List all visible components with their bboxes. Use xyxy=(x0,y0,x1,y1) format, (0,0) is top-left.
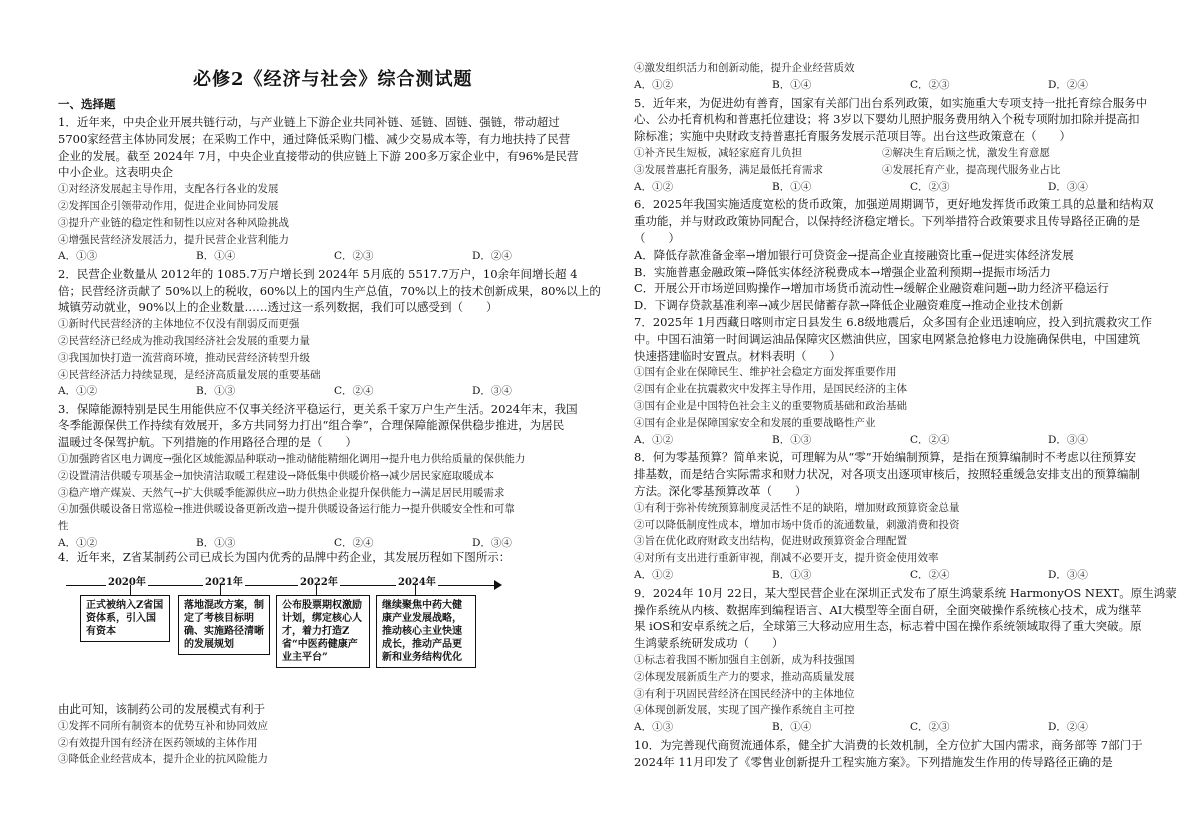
answer-choice: B．①④ xyxy=(772,78,812,91)
timeline-year: 2024年 xyxy=(396,573,438,588)
timeline-arrow-icon xyxy=(494,580,502,590)
question-stem-line: 重功能，并与财政政策协同配合，以保持经济稳定增长。下列举措符合政策要求且传导路径正确的是 xyxy=(634,214,1140,229)
answer-choice: D．③④ xyxy=(1048,180,1088,193)
answer-choice: C．②③ xyxy=(334,250,374,263)
answer-choice: B．①④ xyxy=(772,180,812,193)
answer-choice: A．①② xyxy=(634,433,674,446)
question-stem-line: 城镇劳动就业，90%以上的企业数量……透过这一系列数据，我们可以感受到（ ） xyxy=(58,300,498,315)
option-line: ②有效提升国有经济在医药领域的主体作用 xyxy=(58,736,258,749)
option-line: ④民营经济活力持续显现，是经济高质量发展的重要基础 xyxy=(58,368,321,381)
question-stem-line: 温暖过冬保驾护航。下列措施的作用路径合理的是（ ） xyxy=(58,435,357,450)
timeline-year: 2021年 xyxy=(203,573,245,588)
answer-choice: C．②④ xyxy=(910,433,950,446)
timeline-year: 2022年 xyxy=(298,573,340,588)
development-timeline xyxy=(58,575,498,695)
answer-choice: C．②④ xyxy=(910,569,950,581)
option-line: ④体现创新发展，实现了国产操作系统自主可控 xyxy=(634,704,855,717)
answer-choice: A．①② xyxy=(634,569,674,581)
answer-choice: A．①③ xyxy=(634,721,674,734)
option-line: ③提升产业链的稳定性和韧性以应对各种风险挑战 xyxy=(58,216,289,229)
question-stem-line: 排基数，而是结合实际需求和财力状况，对各项支出逐项审核后，按照轻重缓急安排支出的预算编制 xyxy=(634,467,1140,482)
timeline-tick xyxy=(415,585,416,595)
option-item: ③发展普惠托育服务，满足最低托育需求 xyxy=(634,163,823,176)
question-stem-line: 由此可知，该制药公司的发展模式有利于 xyxy=(58,702,265,716)
timeline-tick xyxy=(220,585,221,595)
answer-choice: D．②④ xyxy=(1048,78,1088,91)
question-stem-line: 快速搭建临时安置点。材料表明（ ） xyxy=(634,348,841,363)
option-item: ②解决生育后顾之忧，激发生育意愿 xyxy=(882,147,1050,159)
option-line: ②国有企业在抗震救灾中发挥主导作用，是国民经济的主体 xyxy=(634,383,907,396)
timeline-tick xyxy=(130,585,131,595)
question-stem-line: 10．为完善现代商贸流通体系，健全扩大消费的长效机制，全方位扩大国内需求，商务部等 7部门于 xyxy=(634,738,1143,752)
option-line: A．降低存款准备金率→增加银行可贷资金→提高企业直接融资比重→促进实体经济发展 xyxy=(634,247,1074,262)
option-line: ③有利于巩固民营经济在国民经济中的主体地位 xyxy=(634,687,855,700)
option-line: ②发挥国企引领带动作用，促进企业间协同发展 xyxy=(58,200,279,212)
answer-choice: B．①③ xyxy=(772,433,812,446)
answer-choice: D．②④ xyxy=(472,250,512,263)
option-line: B．实施普惠金融政策→降低实体经济税费成本→增强企业盈利预期→提振市场活力 xyxy=(634,264,1051,279)
question-stem-line: 心、公办托育机构和普惠托位建设；将 3岁以下婴幼儿照护服务费用纳入个税专项附加扣除并提高扣 xyxy=(634,112,1140,127)
question-stem-line: 7．2025年 1月西藏日喀则市定日县发生 6.8级地震后，众多国有企业迅速响应，投入到抗震救灾工作 xyxy=(634,315,1152,329)
answer-choice: D．③④ xyxy=(472,385,512,398)
option-line: ①加强跨省区电力调度→强化区域能源品种联动→推动储能精细化调用→提升电力供给质量的保供能力 xyxy=(58,453,526,465)
answer-choice: D．②④ xyxy=(1048,721,1088,734)
timeline-year: 2020年 xyxy=(106,573,148,588)
answer-choice: A．①③ xyxy=(58,250,98,263)
option-line: ④国有企业是保障国家安全和发展的重要战略性产业 xyxy=(634,416,876,429)
answer-choice: D．③④ xyxy=(1048,433,1088,446)
question-stem-line: 冬季能源保供工作持续有效展开，多方共同努力打出“组合拳”，合理保障能源保供稳步推进，为居民 xyxy=(58,418,565,433)
question-stem-line: 中。中国石油第一时间调运油品保障灾区燃油供应，国家电网紧急抢修电力设施确保供电，中国建筑 xyxy=(634,331,1140,346)
answer-choice: D．③④ xyxy=(472,537,512,549)
question-stem-line: 3．保障能源特别是民生用能供应不仅事关经济平稳运行，更关系千家万户生产生活。2024年末，我国 xyxy=(58,401,578,416)
question-stem-line: 除标准；实施中央财政支持普惠托育服务发展示范项目等。出台这些政策意在（ ） xyxy=(634,129,1071,144)
page-title: 必修2《经济与社会》综合测试题 xyxy=(193,69,473,90)
option-item: ①补齐民生短板，减轻家庭育儿负担 xyxy=(634,147,802,159)
option-line: ①新时代民营经济的主体地位不仅没有削弱反而更强 xyxy=(58,318,300,331)
answer-choice: A．①② xyxy=(634,180,674,193)
answer-choice: B．①③ xyxy=(772,569,812,581)
question-stem-line: 果 iOS和安卓系统之后，全球第三大移动应用生态，标志着中国在操作系统领域取得了重大突破。原 xyxy=(634,619,1142,634)
option-line: ①有利于弥补传统预算制度灵活性不足的缺陷，增加财政预算资金总量 xyxy=(634,501,960,514)
answer-choice: B．①④ xyxy=(772,721,812,734)
answer-choice: B．①④ xyxy=(196,250,236,263)
question-stem-line: 4．近年来，Z省某制药公司已成长为国内优秀的品牌中药企业，其发展历程如下图所示： xyxy=(58,550,511,564)
answer-choice: A．①② xyxy=(58,385,98,398)
option-line: ②民营经济已经成为推动我国经济社会发展的重要力量 xyxy=(58,334,310,347)
answer-choice: D．③④ xyxy=(1048,569,1088,581)
question-stem-line: 6．2025年我国实施适度宽松的货币政策，加强逆周期调节，更好地发挥货币政策工具的总量和结构双 xyxy=(634,197,1154,212)
question-stem-line: 生鸿蒙系统研发成功（ ） xyxy=(634,636,784,651)
option-line: ①国有企业在保障民生、维护社会稳定方面发挥重要作用 xyxy=(634,366,897,379)
option-line: ③国有企业是中国特色社会主义的重要物质基础和政治基础 xyxy=(634,400,907,412)
question-stem-line: 企业的发展。截至 2024年 7月，中央企业直接带动的供应链上下游 200多万家企业中，有96%是民营 xyxy=(58,148,579,163)
question-stem-line: 5．近年来，为促进幼有善育，国家有关部门出台系列政策，如实施重大专项支持一批托育综合服务中 xyxy=(634,95,1148,110)
answer-choice: C．②③ xyxy=(910,78,950,91)
question-stem-line: 方法。深化零基预算改革（ ） xyxy=(634,484,807,498)
question-stem-line: 1．近年来，中央企业开展共链行动，与产业链上下游企业共同补链、延链、固链、强链，带动超过 xyxy=(58,115,560,129)
answer-choice: B．①③ xyxy=(196,537,236,549)
option-line: ④增强民营经济发展活力，提升民营企业营利能力 xyxy=(58,233,289,246)
answer-choice: C．②③ xyxy=(910,721,950,734)
option-line: C．开展公开市场逆回购操作→增加市场货币流动性→缓解企业融资难问题→助力经济平稳运行 xyxy=(634,281,1109,296)
option-line: ④激发组织活力和创新动能，提升企业经营质效 xyxy=(634,62,855,74)
answer-choice: B．①③ xyxy=(196,385,236,398)
question-stem-line: 倍；民营经济贡献了 50%以上的税收，60%以上的国内生产总值，70%以上的技术创新成果，80%以上的 xyxy=(58,283,601,298)
option-line: ④加强供暖设备日常巡检→推进供暖设备更新改造→提升供暖设备运行能力→提升供暖安全性和可靠 xyxy=(58,503,515,516)
answer-choice: C．②④ xyxy=(334,385,374,398)
section-heading: 一、选择题 xyxy=(58,97,116,111)
timeline-tick xyxy=(316,585,317,595)
option-line: ②设置清洁供暖专项基金→加快清洁取暖工程建设→降低集中供暖价格→减少居民家庭取暖成本 xyxy=(58,469,494,482)
question-stem-line: 8．何为零基预算？简单来说，可理解为从“零”开始编制预算，是指在预算编制时不考虑以往预算安 xyxy=(634,450,1137,465)
timeline-event-box: 正式被纳入Z省国资体系，引入国有资本 xyxy=(80,595,170,642)
option-line: D．下调存贷款基准利率→减少居民储蓄存款→降低企业融资难度→推动企业技术创新 xyxy=(634,298,1064,313)
option-line: ④对所有支出进行重新审视，削减不必要开支，提升资金使用效率 xyxy=(634,552,939,565)
timeline-event-box: 继续聚焦中药大健康产业发展战略，推动核心主业快速成长，推动产品更新和业务结构优化 xyxy=(376,595,476,668)
option-line: ①标志着我国不断加强自主创新，成为科技强国 xyxy=(634,654,855,666)
question-stem-line: 操作系统从内核、数据库到编程语言、AI大模型等全面自研，全面突破操作系统核心技术，成为继苹 xyxy=(634,602,1142,617)
option-line: ③降低企业经营成本，提升企业的抗风险能力 xyxy=(58,753,268,766)
option-line: ②可以降低制度性成本，增加市场中货币的流通数量，刺激消费和投资 xyxy=(634,518,960,531)
option-line: ①对经济发展起主导作用，支配各行各业的发展 xyxy=(58,183,279,196)
question-stem-line: 2．民营企业数量从 2012年的 1085.7万户增长到 2024年 5月底的 5517.7万户，10余年间增长超 4 xyxy=(58,266,578,281)
question-stem-line: 2024年 11月印发了《零售业创新提升工程实施方案》。下列措施发生作用的传导路径正确的是 xyxy=(634,754,1113,769)
question-stem-line: （ ） xyxy=(634,231,680,245)
question-stem-line: 5700家经营主体协同发展；在采购工作中，通过降低采购门槛、减少交易成本等，有力地扶持了民营 xyxy=(58,131,571,146)
timeline-event-box: 公布股票期权激励计划，绑定核心人才，着力打造Z省“中医药健康产业主平台” xyxy=(276,595,370,668)
option-line: ③稳产增产煤炭、天然气→扩大供暖季能源供应→助力供热企业提升保供能力→满足居民用暖需求 xyxy=(58,486,505,499)
question-stem-line: 9．2024年 10月 22日，某大型民营企业在深圳正式发布了原生鸿蒙系统 HarmonyOS NEXT。原生鸿蒙 xyxy=(634,585,1177,600)
question-stem-line: 中小企业。这表明央企 xyxy=(58,165,173,180)
option-line-tail: 性 xyxy=(58,520,69,533)
answer-choice: A．①② xyxy=(634,78,674,91)
answer-choice: C．②④ xyxy=(334,537,374,549)
option-line: ①发挥不同所有制资本的优势互补和协同效应 xyxy=(58,719,268,732)
option-item: ④发展托育产业，提高现代服务业占比 xyxy=(882,163,1061,176)
option-line: ③旨在优化政府财政支出结构，促进财政预算资金合理配置 xyxy=(634,535,907,548)
timeline-event-box: 落地混改方案，制定了考核目标明确、实施路径清晰的发展规划 xyxy=(178,595,270,655)
answer-choice: C．②③ xyxy=(910,180,950,193)
option-line: ②体现发展新质生产力的要求，推动高质量发展 xyxy=(634,670,855,683)
answer-choice: A．①② xyxy=(58,537,98,549)
option-line: ③我国加快打造一流营商环境，推动民营经济转型升级 xyxy=(58,351,310,364)
